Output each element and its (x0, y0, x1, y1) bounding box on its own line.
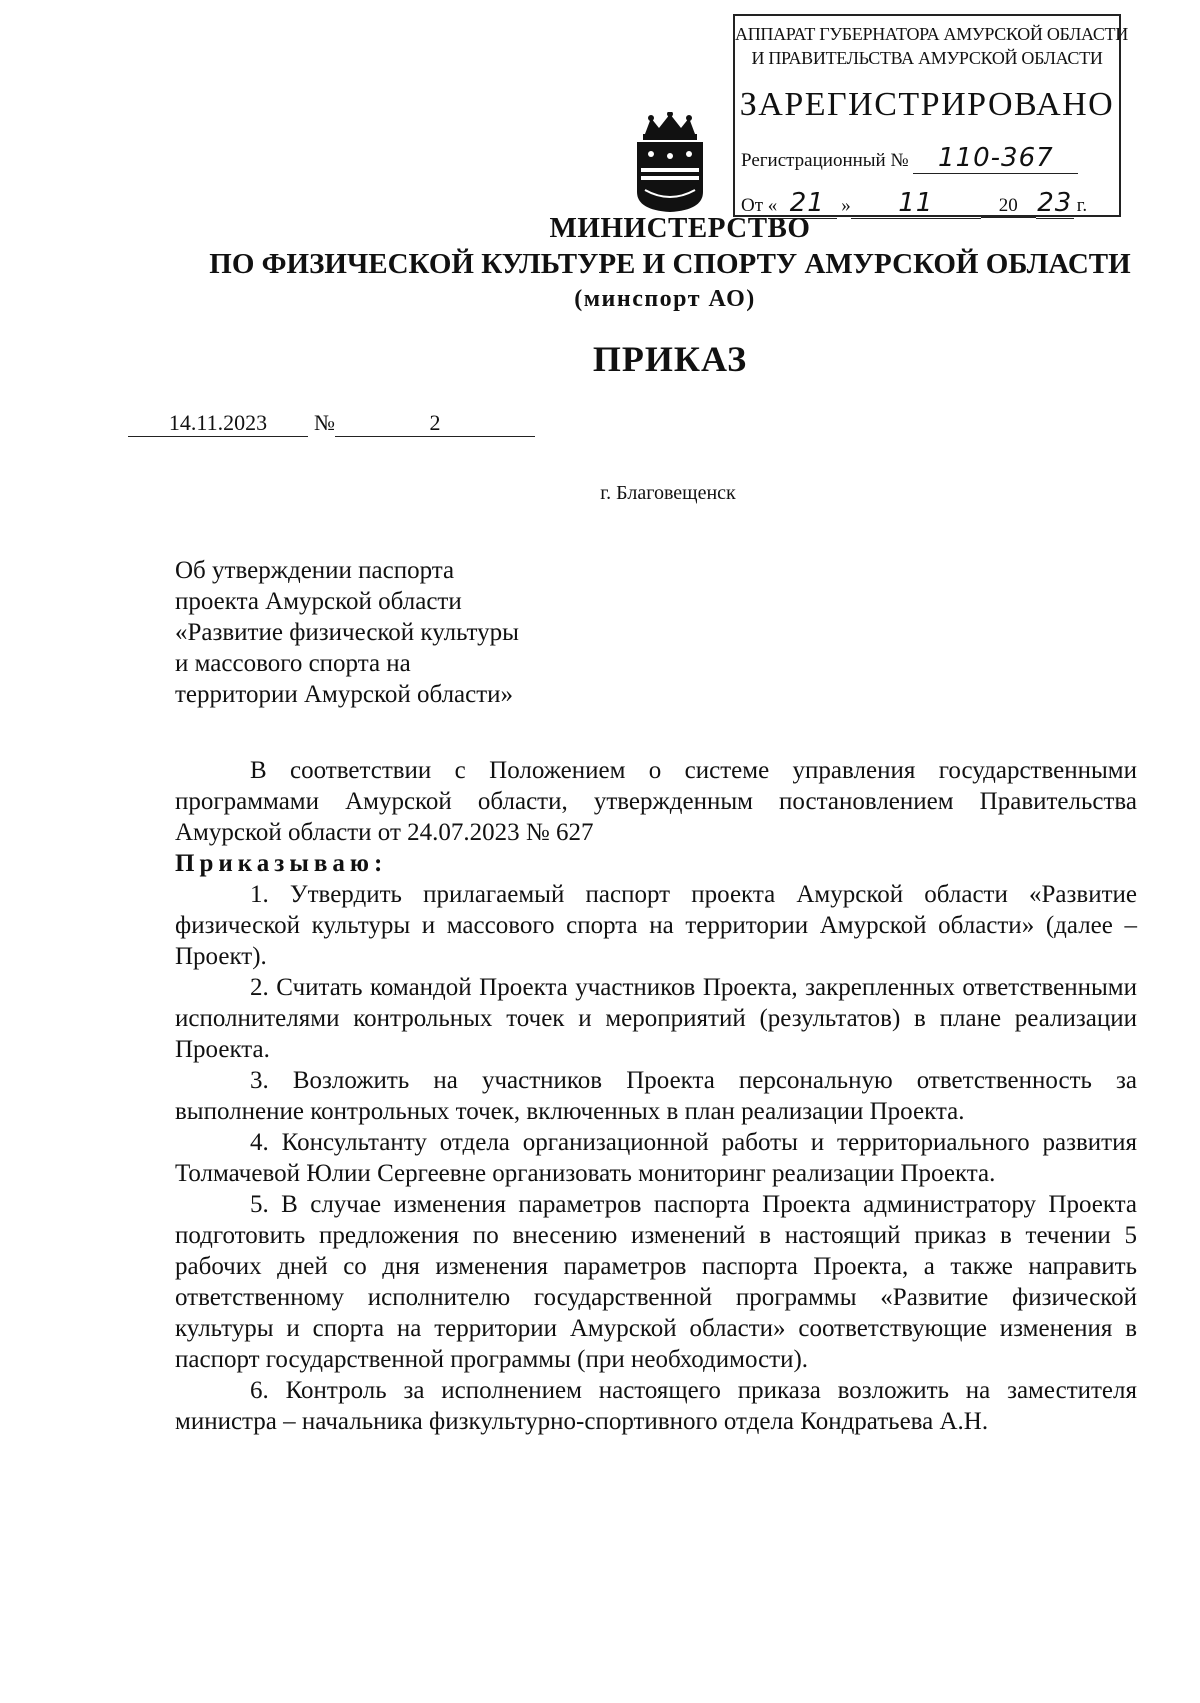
subject-line: территории Амурской области» (175, 681, 514, 708)
order-item: 2. Считать командой Проекта участников Проекта, закрепленных ответственными исполнителями контрольных точек и мероприятий (результатов) в плане реализации Проекта. (175, 974, 1137, 1063)
stamp-regnum-row (741, 143, 1078, 174)
ministry-full-name: ПО ФИЗИЧЕСКОЙ КУЛЬТУРЕ И СПОРТУ АМУРСКОЙ ОБЛАСТИ (209, 248, 1131, 280)
subject-line: и массового спорта на (175, 650, 411, 677)
subject-line: Об утверждении паспорта (175, 557, 455, 584)
registration-stamp (733, 14, 1128, 218)
stamp-year-prefix: 20 (981, 195, 1036, 218)
stamp-year-suffix: 23 (1037, 188, 1073, 218)
subject-line: проекта Амурской области (175, 588, 462, 615)
stamp-date-mid: » (841, 195, 851, 216)
ministry-title: МИНИСТЕРСТВО (549, 212, 811, 244)
stamp-regnum-label: Регистрационный № (741, 150, 909, 171)
stamp-date-prefix: От « (741, 195, 778, 216)
order-date: 14.11.2023 (128, 410, 308, 437)
document-type: ПРИКАЗ (592, 339, 748, 379)
order-body (175, 755, 1137, 1437)
coat-of-arms-icon (631, 112, 709, 214)
order-subject (175, 555, 519, 710)
order-item: 5. В случае изменения параметров паспорта Проекта администратору Проекта подготовить предложения по внесению изменений в настоящий приказ в течении 5 рабочих дней со дня изменения параметров паспорта Проекта, а также направить ответственному исполнителю государственной программы «Развитие физической культуры и спорта на территории Амурской области» соответствующие изменения в паспорт государственной программы (при необходимости). (175, 1191, 1137, 1373)
preamble: В соответствии с Положением о системе управления государственными программами Амурской области, утвержденным постановлением Правительства Амурской области от 24.07.2023 № 627 (175, 757, 1137, 846)
order-city: г. Благовещенск (600, 482, 736, 504)
stamp-date-day: 21 (777, 188, 837, 219)
order-item: 3. Возложить на участников Проекта персональную ответственность за выполнение контрольных точек, включенных в план реализации Проекта. (175, 1067, 1137, 1125)
stamp-date-month: 11 (851, 188, 981, 219)
order-number: 2 (335, 410, 535, 437)
order-item: 4. Консультанту отдела организационной работы и территориального развития Толмачевой Юлии Сергеевне организовать мониторинг реализации Проекта. (175, 1129, 1137, 1187)
stamp-org-line2: И ПРАВИТЕЛЬСТВА АМУРСКОЙ ОБЛАСТИ (751, 48, 1103, 68)
order-item: 6. Контроль за исполнением настоящего приказа возложить на заместителя министра – начальника физкультурно-спортивного отдела Кондратьева А.Н. (175, 1377, 1137, 1435)
order-number-label: № (314, 410, 335, 435)
stamp-org-line1: АППАРАТ ГУБЕРНАТОРА АМУРСКОЙ ОБЛАСТИ (735, 24, 1128, 44)
subject-line: «Развитие физической культуры (175, 619, 519, 646)
ministry-short-name: (минспорт АО) (574, 286, 756, 312)
stamp-regnum-value: 110-367 (913, 143, 1078, 174)
order-word: Приказываю: (175, 850, 388, 877)
stamp-status: ЗАРЕГИСТРИРОВАНО (739, 86, 1115, 123)
stamp-year-unit: г. (1076, 195, 1088, 216)
order-item: 1. Утвердить прилагаемый паспорт проекта Амурской области «Развитие физической культуры и массового спорта на территории Амурской области» (далее – Проект). (175, 881, 1137, 970)
order-date-number (128, 410, 535, 437)
